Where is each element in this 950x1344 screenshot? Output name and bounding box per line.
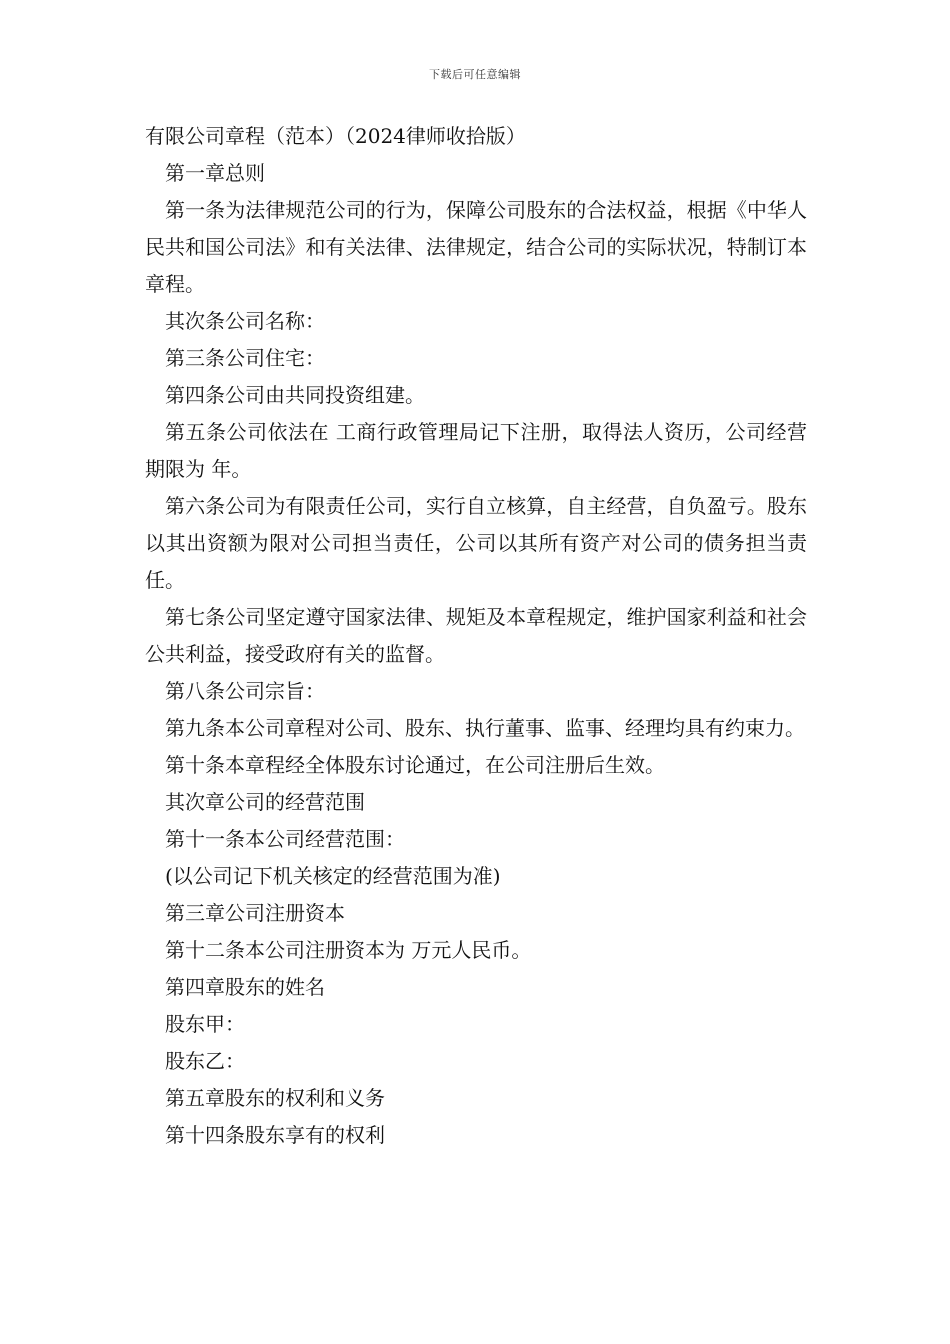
- article-paragraph: 第三条公司住宅：: [165, 346, 325, 370]
- chapter-heading: 第四章股东的姓名: [165, 975, 325, 999]
- document-title: 有限公司章程（范本）（2024律师收拾版）: [145, 124, 526, 148]
- header-note: 下载后可任意编辑: [429, 68, 521, 81]
- chapter-heading: 第三章公司注册资本: [165, 901, 345, 925]
- article-paragraph: 第十一条本公司经营范围：: [165, 827, 405, 851]
- article-paragraph: 第九条本公司章程对公司、股东、执行董事、监事、经理均具有约束力。: [165, 716, 805, 740]
- article-paragraph: 第七条公司坚定遵守国家法律、规矩及本章程规定，维护国家利益和社会公共利益，接受政府有关的监督。: [145, 605, 807, 666]
- article-paragraph: 第十二条本公司注册资本为 万元人民币。: [165, 938, 532, 962]
- article-paragraph: 第一条为法律规范公司的行为，保障公司股东的合法权益，根据《中华人民共和国公司法》和有关法律、法律规定，结合公司的实际状况，特制订本章程。: [145, 198, 807, 296]
- article-paragraph: 第十四条股东享有的权利: [165, 1123, 385, 1147]
- article-paragraph: 其次条公司名称：: [165, 309, 325, 333]
- shareholder-line: 股东乙：: [165, 1049, 245, 1073]
- article-paragraph: 第八条公司宗旨：: [165, 679, 325, 703]
- shareholder-line: 股东甲：: [165, 1012, 245, 1036]
- article-paragraph: (以公司记下机关核定的经营范围为准): [165, 864, 501, 888]
- article-paragraph: 第十条本章程经全体股东讨论通过，在公司注册后生效。: [165, 753, 665, 777]
- article-paragraph: 第五条公司依法在 工商行政管理局记下注册，取得法人资历，公司经营期限为 年。: [145, 420, 807, 481]
- chapter-heading: 第五章股东的权利和义务: [165, 1086, 385, 1110]
- article-paragraph: 第四条公司由共同投资组建。: [165, 383, 425, 407]
- chapter-heading: 其次章公司的经营范围: [165, 790, 365, 814]
- document-body: [145, 118, 807, 1154]
- article-paragraph: 第六条公司为有限责任公司，实行自立核算，自主经营，自负盈亏。股东以其出资额为限对公司担当责任，公司以其所有资产对公司的债务担当责任。: [145, 494, 807, 592]
- chapter-heading: 第一章总则: [165, 161, 265, 185]
